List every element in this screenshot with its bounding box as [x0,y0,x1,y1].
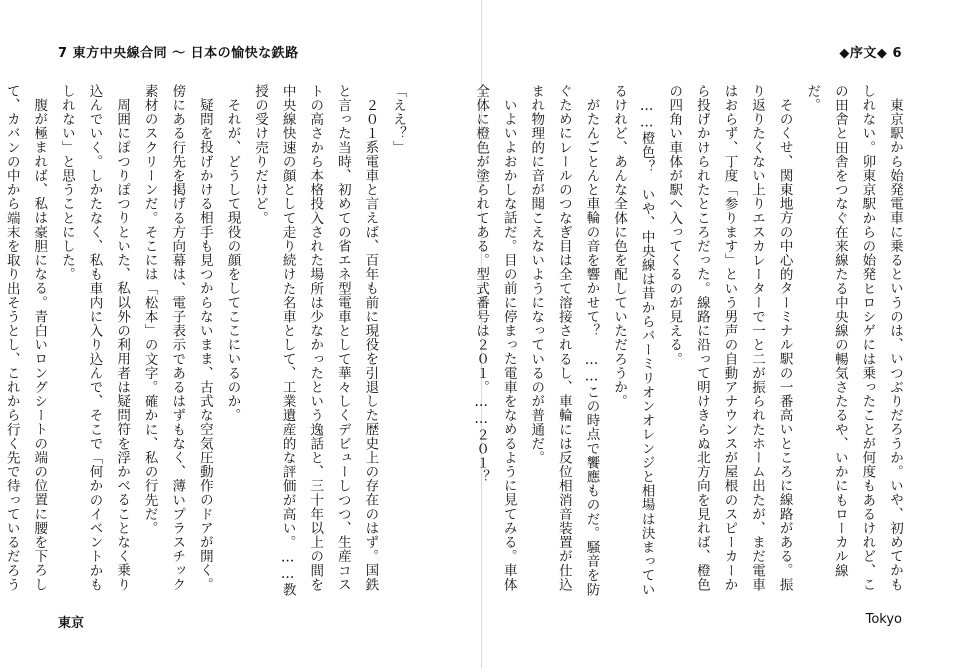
right-page-body [473,84,908,604]
paragraph: がたんごとんと車輪の音を響かせて？ ……この時点で饗應ものだ。騒音を防ぐためにレールのつなぎ目は全て溶接されるし、車輪には反位相消音装置が仕込まれ物理的に音が聞こえないようになっているのが普通だ。 [528,84,600,596]
right-page [473,0,964,668]
paragraph: ……橙色？ いや、中央線は昔からバーミリオンオレンジと相場は決まっているけれど、あんな全体に色を配していただろうか。 [611,84,655,596]
left-page-body [3,84,411,604]
paragraph: 東京駅から始発電車に乗るというのは、いつぶりだろうか。いや、初めてかもしれない。卯東京駅からの始発ヒロシゲには乗ったことが何度もあるけれど、この田舎と田舎をつなぐ在来線たる中央線の暢気さたるや、いかにもローカル線だ。 [804,84,903,592]
paragraph: そのくせ、関東地方の中心的ターミナル駅の一番高いところに線路がある。振り返りたくない上りエスカレーターで一と二が振られたホーム出たが、まだ電車はおらず、丁度「参ります」という男声の自動アナウンスが屋根のスピーカーから投げかけられたところだった。線路に沿って明けきらぬ北方向を見れば、橙色の四角い車体が駅へ入ってくるのが見える。 [666,84,793,592]
right-page-header: ◆序文◆ 6 [839,46,902,61]
paragraph: 「ええ？」 [390,84,406,155]
paragraph: 疑問を投げかける相手も見つからないまま、古式な空気圧動作のドアが開く。傍にある行先を掲げる方向幕は、電子表示であるはずもなく、薄いプラスチック素材のスクリーンだ。そこには「松本」の文字。確かに、私の行先だ。 [141,84,213,592]
left-page [0,0,481,668]
paragraph: いよいよおかしな話だ。目の前に停まった電車をなめるように見てみる。車体全体に橙色が塗られてある。型式番号は２０１。……２０１？ [473,84,517,591]
left-page-footer: 東京 [58,616,85,631]
paragraph: 腹が極まれば、私は豪胆になる。青白いロングシートの端の位置に腰を下ろして、カバンの中から端末を取り出そうとし、これから行く先で待っているだろう [3,84,48,592]
paragraph: 周囲にぽつりぽつりといた、私以外の利用者は疑問符を浮かべることなく乗り込んでいく。しかたなく、私も車内に入り込んで、そこで「何かのイベントかもしれない」と思うことにした。 [58,84,131,592]
right-page-footer: Tokyo [865,612,902,627]
left-page-header: 7 東方中央線合同 〜 日本の愉快な鉄路 [58,46,299,61]
paragraph: それが、どうして現役の顔をしてここにいるのか。 [224,97,241,422]
paragraph: ２０１系電車と言えば、百年も前に現役を引退した歴史上の存在のはず。国鉄と言った当時、初めての省エネ型電車として華々しくデビューしつつ、生産コストの高さから本格投入された場所は少なかったという逸話と、三十年以上の間を中央線快速の顔として走り続けた名車として、工業遺産的な評価が高い。……教授の受け売りだけど。 [252,84,379,597]
